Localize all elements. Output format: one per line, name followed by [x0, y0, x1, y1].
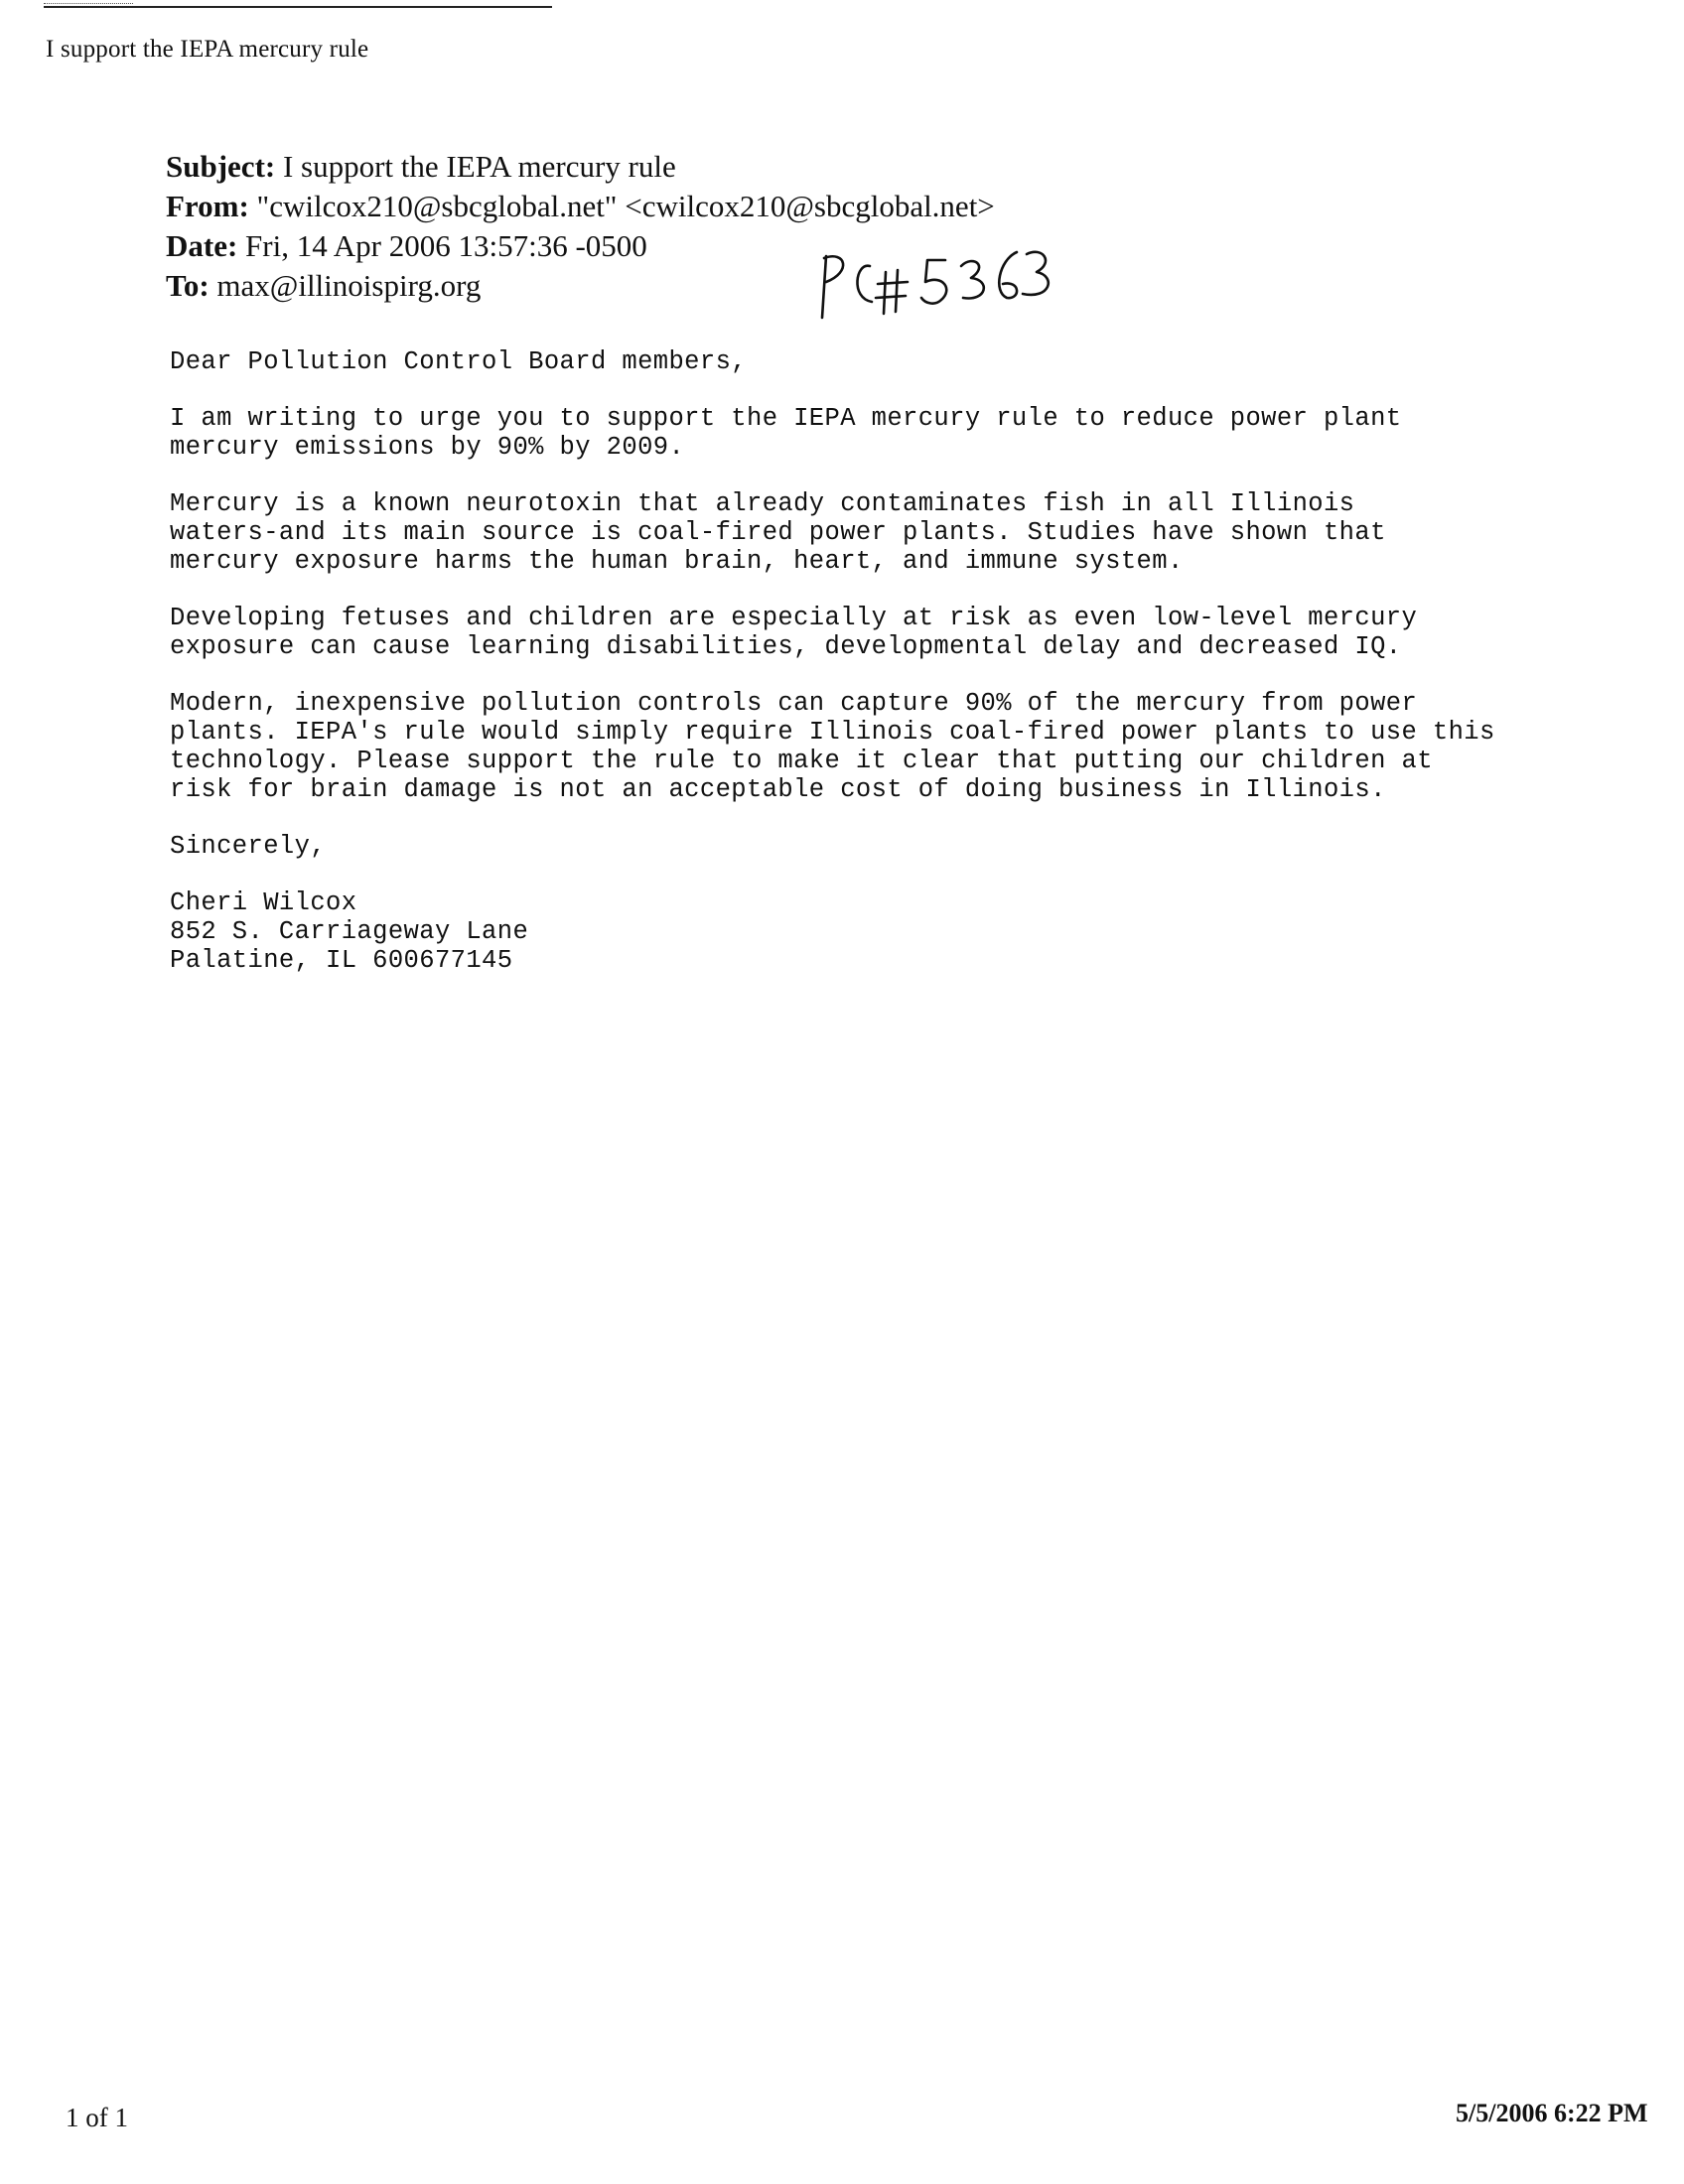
from-value: "cwilcox210@sbcglobal.net" <cwilcox210@sbcglobal.net> [256, 189, 995, 223]
header-rule [44, 6, 552, 8]
date-value: Fri, 14 Apr 2006 13:57:36 -0500 [245, 228, 647, 263]
body-paragraph: I am writing to urge you to support the IEPA mercury rule to reduce power plant mercury emissions by 90% by 2009. [170, 404, 1402, 462]
body-paragraph: Mercury is a known neurotoxin that already contaminates fish in all Illinois waters-and its main source is coal-fired power plants. Studies have shown that mercury exposure harms the human brain, heart, and immune system. [170, 489, 1386, 576]
signature-block [170, 888, 1659, 975]
body-paragraph: Developing fetuses and children are especially at risk as even low-level mercury exposure can cause learning disabilities, developmental delay and decreased IQ. [170, 604, 1418, 661]
handwritten-stamp-drawing [812, 236, 1060, 326]
email-body [170, 347, 1659, 975]
page-count: 1 of 1 [66, 2103, 128, 2132]
signature-address-line-2: Palatine, IL 600677145 [170, 946, 513, 975]
from-line [166, 187, 995, 226]
subject-label: Subject: [166, 149, 276, 184]
to-value: max@illinoispirg.org [216, 268, 482, 303]
signature-address-line-1: 852 S. Carriageway Lane [170, 917, 529, 946]
date-label: Date: [166, 228, 238, 263]
handwritten-pc-number-stamp [812, 236, 1060, 326]
to-label: To: [166, 268, 210, 303]
signature-name: Cheri Wilcox [170, 888, 357, 917]
printed-timestamp: 5/5/2006 6:22 PM [1456, 2099, 1648, 2127]
subject-line [166, 147, 995, 187]
greeting: Dear Pollution Control Board members, [170, 347, 747, 376]
closing: Sincerely, [170, 832, 327, 861]
body-paragraph: Modern, inexpensive pollution controls can capture 90% of the mercury from power plants. IEPA's rule would simply require Illinois coal-fired power plants to use this technology. Please support the rule to make it clear that putting our children at risk for brain damage is not an acceptable cost of doing business in Illinois. [170, 689, 1495, 804]
subject-value: I support the IEPA mercury rule [282, 149, 676, 184]
page-header-title: I support the IEPA mercury rule [46, 36, 369, 63]
from-label: From: [166, 189, 249, 223]
